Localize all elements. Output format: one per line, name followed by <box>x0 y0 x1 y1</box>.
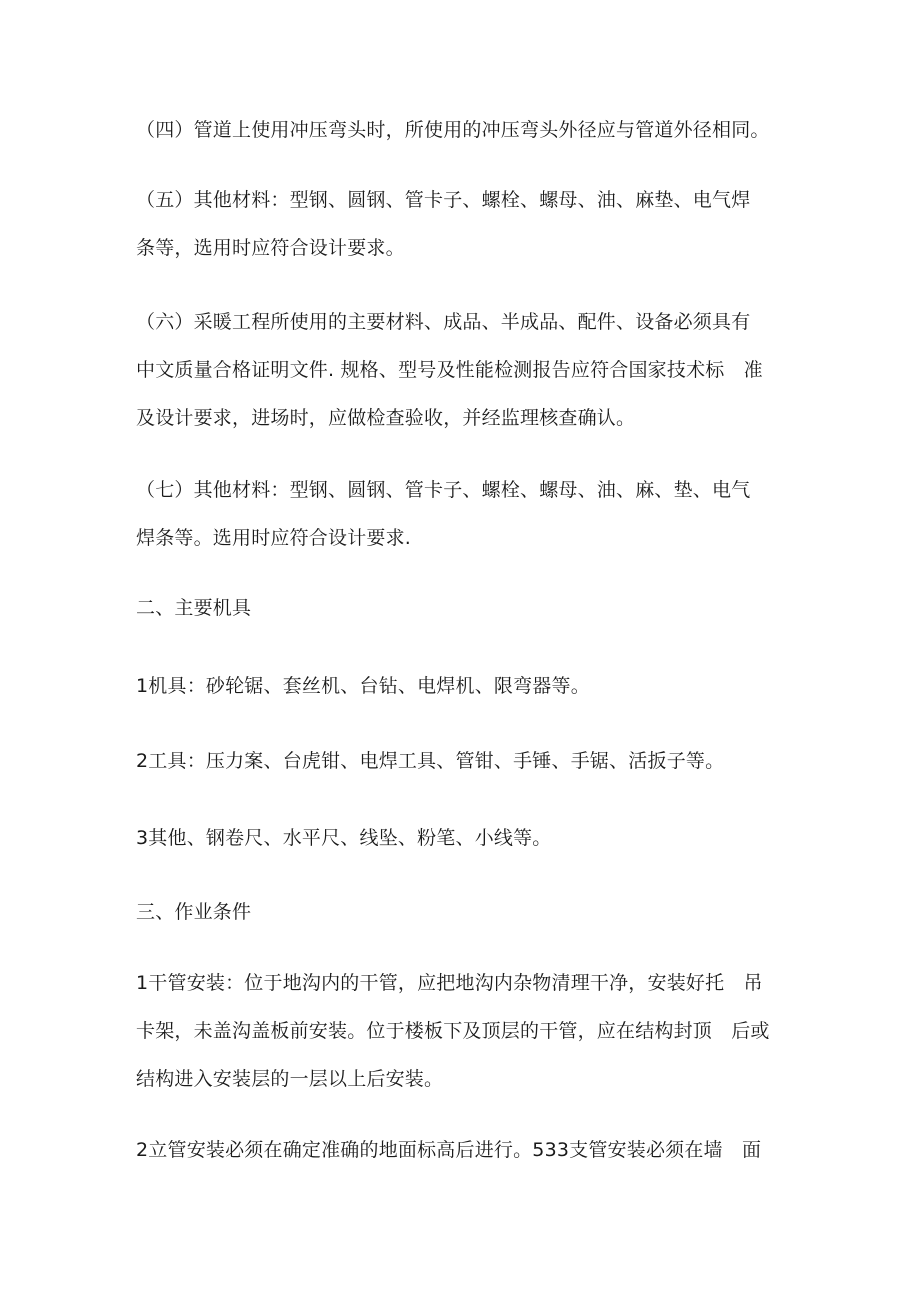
section-heading-conditions: 三、作业条件 <box>136 901 252 923</box>
tools-item-3: 3其他、钢卷尺、水平尺、线坠、粉笔、小线等。 <box>136 827 552 849</box>
para-7-line-1: （七）其他材料：型钢、圆钢、管卡子、螺栓、螺母、油、麻、垫、电气 <box>136 479 751 501</box>
para-6-line-2: 中文质量合格证明文件. 规格、型号及性能检测报告应符合国家技术标 准 <box>136 359 763 381</box>
tools-item-2: 2工具：压力案、台虎钳、电焊工具、管钳、手锤、手锯、活扳子等。 <box>136 750 725 772</box>
para-5-line-2: 条等，选用时应符合设计要求。 <box>136 237 405 259</box>
conditions-item-1-line-1: 1干管安装：位于地沟内的干管，应把地沟内杂物清理干净，安装好托 吊 <box>136 972 763 994</box>
conditions-item-1-line-2: 卡架，未盖沟盖板前安装。位于楼板下及顶层的干管，应在结构封顶 后或 <box>136 1020 770 1042</box>
para-6-line-1: （六）采暖工程所使用的主要材料、成品、半成品、配件、设备必须具有 <box>136 311 751 333</box>
para-4-line-1: （四）管道上使用冲压弯头时，所使用的冲压弯头外径应与管道外径相同。 <box>136 119 770 141</box>
tools-item-1: 1机具：砂轮锯、套丝机、台钻、电焊机、限弯器等。 <box>136 675 590 697</box>
para-6-line-3: 及设计要求，进场时，应做检查验收，并经监理核查确认。 <box>136 407 636 429</box>
para-5-line-1: （五）其他材料：型钢、圆钢、管卡子、螺栓、螺母、油、麻垫、电气焊 <box>136 189 751 211</box>
section-heading-tools: 二、主要机具 <box>136 597 252 619</box>
para-7-line-2: 焊条等。选用时应符合设计要求. <box>136 527 412 549</box>
conditions-item-2-line-1: 2立管安装必须在确定准确的地面标高后进行。533支管安装必须在墙 面 <box>136 1139 762 1161</box>
conditions-item-1-line-3: 结构进入安装层的一层以上后安装。 <box>136 1068 444 1090</box>
